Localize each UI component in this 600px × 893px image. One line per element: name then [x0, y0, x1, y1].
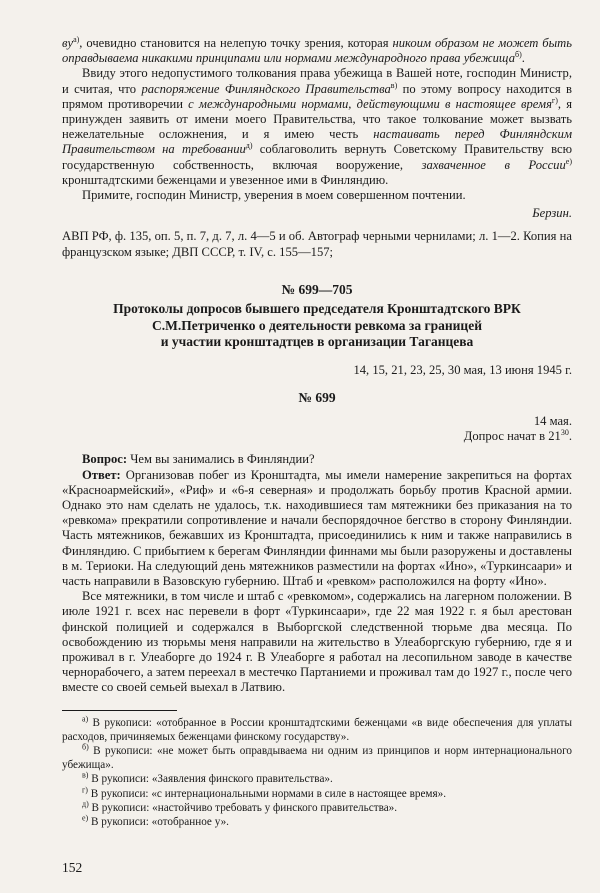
section-title-line: С.М.Петриченко о деятельности ревкома за границей	[152, 317, 482, 333]
footnote-ref-b[interactable]: б)	[515, 50, 522, 60]
italic-fragment: настаивать перед Финляндским Правительством на требовании	[62, 127, 572, 157]
footnote	[62, 815, 572, 829]
footnote-ref-d[interactable]: д)	[245, 141, 253, 151]
footnote-text: В рукописи: «Заявления финского правительства».	[88, 773, 333, 786]
answer-paragraph-2: Все мятежники, в том числе и штаб с «ревкомом», содержались на лагерном положении. В июле 1921 г. всех нас перевели в форт «Туркинсаари», где 22 мая 1922 г. я был арестован финской полицией и содержался в Выборгской следственной тюрьме два месяца. По освобождению из тюрьмы меня направили на жительство в Улеаборгскую губернию, где я и проживал в г. Улеаборге до 1924 г. В Улеаборге я работал на лесопильном заводе в качестве чернорабочего, а затем переехал в местечко Партаниеми и проживал там до 1927 г., после чего вместе со своей семьей выехал в Латвию.	[62, 589, 572, 695]
footnote-mark: д)	[82, 799, 89, 809]
italic-fragment: ву	[62, 36, 74, 50]
text-fragment: Ввиду этого недопустимого толкования права убежища в Вашей ноте, господин Министр, и считая, что	[62, 66, 572, 96]
text-fragment: , очевидно становится на нелепую точку зрения, которая	[79, 36, 393, 50]
text-fragment: по этому вопросу находится в прямом противоречии	[62, 81, 572, 111]
body-paragraph-3: Примите, господин Министр, уверения в моем совершенном почтении.	[82, 188, 466, 203]
footnote-mark: б)	[82, 742, 89, 752]
section-number: № 699—705	[281, 281, 353, 297]
footnote-mark: а)	[82, 713, 89, 723]
body-paragraph-1	[62, 36, 572, 66]
footnote-text: В рукописи: «отобранное у».	[88, 816, 229, 829]
question	[62, 452, 572, 467]
document-page	[62, 36, 572, 829]
footnote-mark: в)	[82, 770, 89, 780]
footnote-ref-g[interactable]: г)	[551, 95, 558, 105]
answer-label: Ответ:	[82, 467, 121, 482]
answer-text: Организовав побег из Кронштадта, мы имели намерение закрепиться на фортах «Красноармейский», «Риф» и «6-я северная» и продолжать борьбу против Красной армии. Однако это нам сделать не удалось, т.к. находившиеся там мятежники без приказания на то «ревкома» прекратили сопротивление и начали беспорядочное бегство в сторону Финляндии. Часть мятежников, бежавших из Кронштадта, присоединились к ним и также направились в Финляндию. С прибытием к берегам Финляндии финнами мы были разоружены и доставлены в м. Териоки. На следующий день мятежников разместили на фортах «Ино», «Туркинсаари» и часть направили в Вазовскую губернию. Штаб и «ревком» расположился на форту «Ино».	[62, 467, 572, 588]
body-paragraph-2	[62, 66, 572, 188]
answer	[62, 468, 572, 590]
footnote-mark: г)	[82, 784, 88, 794]
italic-fragment: с международными нормами, действующими в настоящее время	[188, 96, 552, 111]
footnote-text: В рукописи: «не может быть оправдываема ни одним из принципов и норм интернационального убежища».	[62, 745, 572, 772]
section-title-line: Протоколы допросов бывшего председателя Кронштадтского ВРК	[113, 301, 521, 317]
text-fragment: кронштадтскими беженцами и увезенное ими в Финляндию.	[62, 172, 389, 187]
text-fragment: соблаговолить вернуть Советскому Правительству всю государственную собственность, включая вооружение,	[62, 142, 573, 172]
text-fragment: , я принужден заявить от имени моего Правительства, что такое толкование может вызвать нежелательные осложнения, и я имею честь	[62, 96, 572, 142]
footnote	[62, 772, 572, 786]
italic-fragment: никоим образом не может быть оправдываема никакими принципами или нормами международного права убежища	[62, 36, 572, 66]
footnote-ref-e[interactable]: е)	[565, 156, 572, 166]
footnote-ref-a[interactable]: а)	[73, 34, 80, 44]
footnote	[62, 784, 572, 801]
start-minutes: 30	[560, 427, 569, 437]
start-end: .	[568, 429, 572, 444]
italic-fragment: захваченное в России	[421, 157, 566, 172]
footnote-text: В рукописи: «с интернациональными нормами в силе в настоящее время».	[87, 787, 447, 800]
interrogation-meta	[62, 414, 572, 444]
footnote-text: В рукописи: «настойчиво требовать у финского правительства».	[88, 801, 398, 814]
footnotes	[62, 713, 572, 830]
footnote-text: В рукописи: «отобранное в России кронштадтскими беженцами «в виде обеспечения для уплаты расходов, причиняемых беженцами финскому государству».	[62, 716, 572, 743]
document-number: № 699	[298, 389, 336, 405]
italic-fragment: распоряжение Финляндского Правительства	[141, 81, 391, 96]
interrogation-start	[62, 429, 572, 444]
question-label: Вопрос:	[82, 452, 128, 467]
footnote-mark: е)	[82, 813, 89, 823]
page-number: 152	[62, 860, 83, 875]
text-fragment: .	[521, 51, 525, 66]
question-text: Чем вы занимались в Финляндии?	[127, 452, 315, 467]
section-dates: 14, 15, 21, 23, 25, 30 мая, 13 июня 1945 г.	[353, 362, 572, 377]
section-title	[62, 301, 572, 351]
signature: Берзин.	[532, 206, 572, 221]
footnote-divider	[62, 710, 177, 711]
footnote	[62, 801, 572, 815]
archive-source: АВП РФ, ф. 135, оп. 5, п. 7, д. 7, л. 4—5 и об. Автограф черными чернилами; л. 1—2. Копия на французском языке; ДВП СССР, т. IV, с. 155—157;	[62, 229, 572, 259]
footnote-ref-v[interactable]: в)	[390, 80, 398, 90]
interrogation-date: 14 мая.	[533, 413, 572, 428]
section-title-line: и участии кронштадтцев в организации Таганцева	[160, 334, 474, 350]
footnote	[62, 744, 572, 772]
footnote	[62, 713, 572, 744]
start-label: Допрос начат в 21	[463, 429, 561, 444]
